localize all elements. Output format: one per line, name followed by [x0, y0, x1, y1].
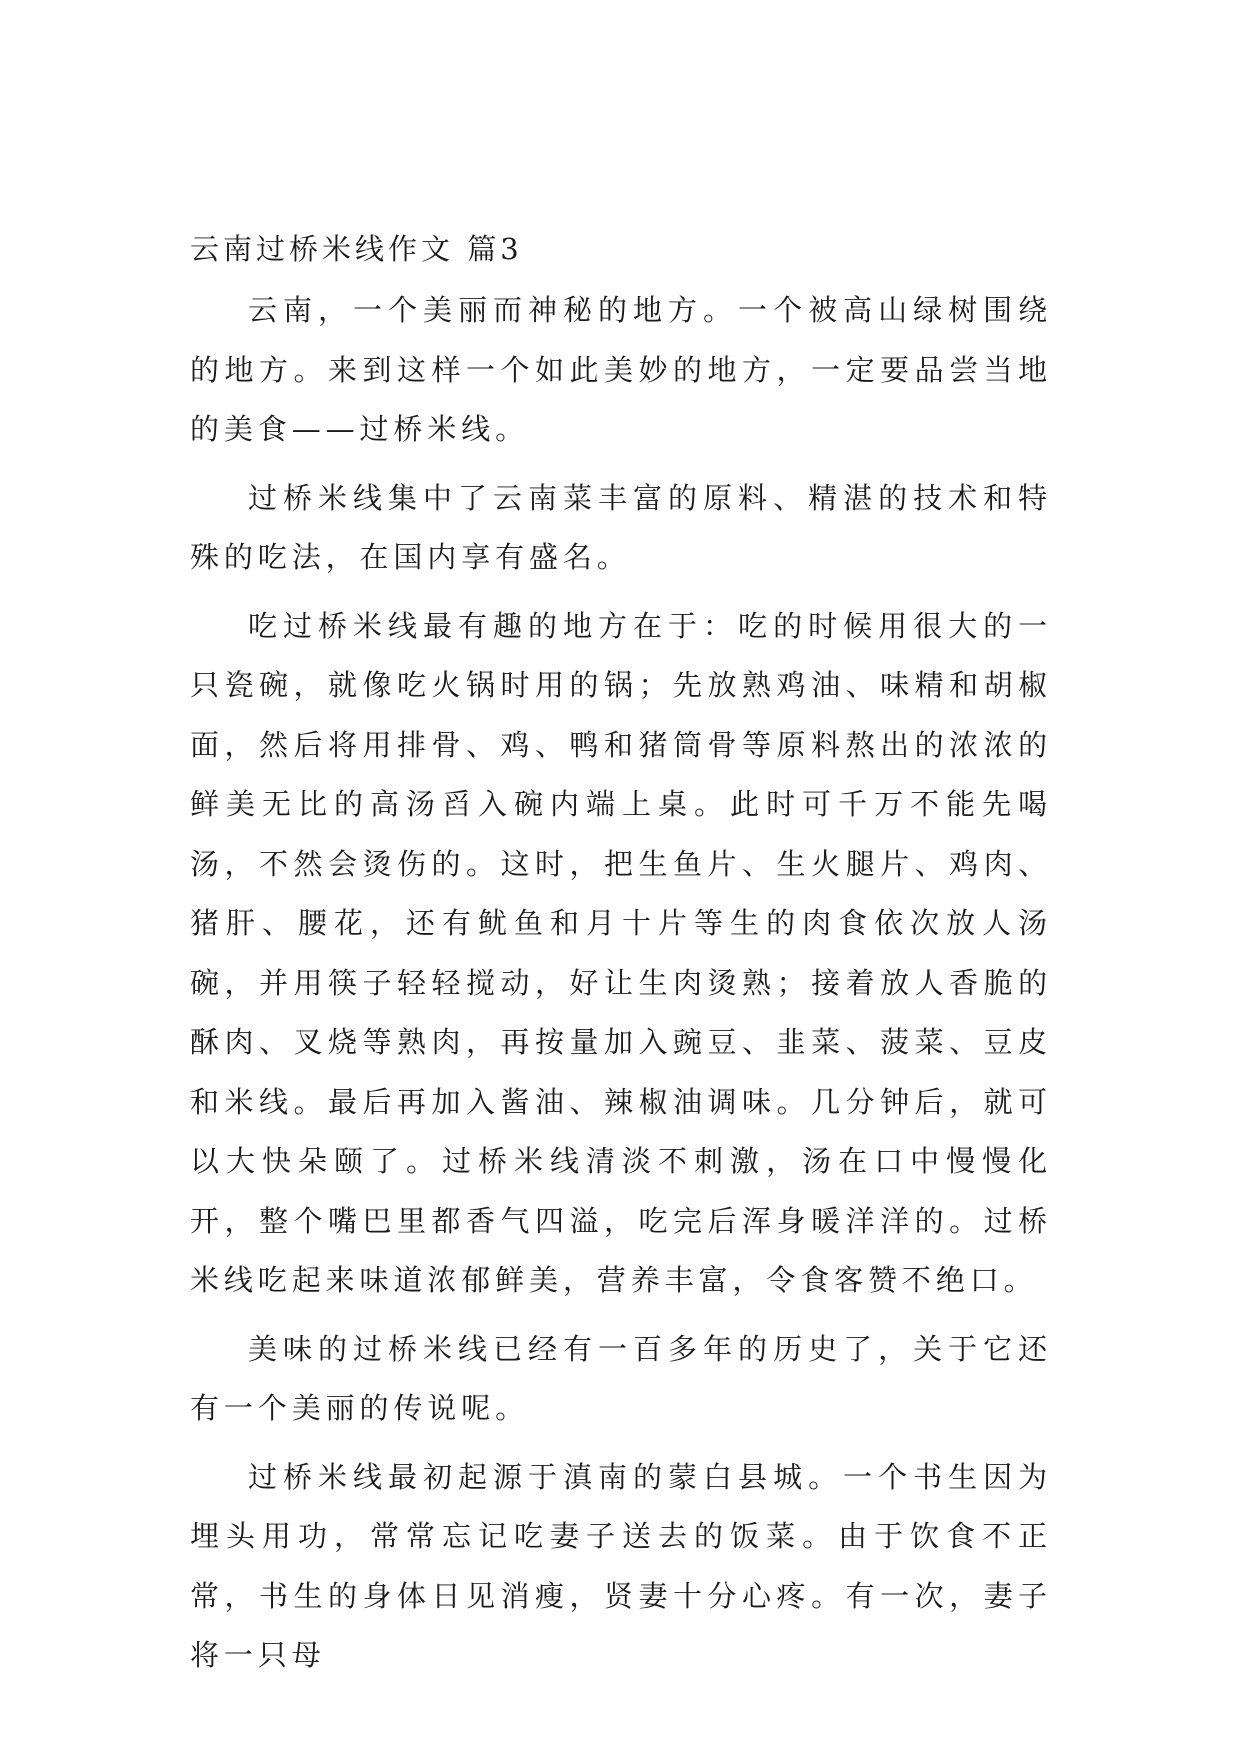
paragraph-fame: 过桥米线集中了云南菜丰富的原料、精湛的技术和特殊的吃法，在国内享有盛名。 — [190, 480, 1052, 574]
paragraph-how-to-eat: 吃过桥米线最有趣的地方在于：吃的时候用很大的一只瓷碗，就像吃火锅时用的锅；先放熟鸡油、味精和胡椒面，然后将用排骨、鸡、鸭和猪筒骨等原料熬出的浓浓的鲜美无比的高汤舀入碗内端上桌。此时可千万不能先喝汤，不然会烫伤的。这时，把生鱼片、生火腿片、鸡肉、猪肝、腰花，还有鱿鱼和月十片等生的肉食依次放人汤碗，并用筷子轻轻搅动，好让生肉烫熟；接着放人香脆的酥肉、叉烧等熟肉，再按量加入豌豆、韭菜、菠菜、豆皮和米线。最后再加入酱油、辣椒油调味。几分钟后，就可以大快朵颐了。过桥米线清淡不刺激，汤在口中慢慢化开，整个嘴巴里都香气四溢，吃完后浑身暖洋洋的。过桥米线吃起来味道浓郁鲜美，营养丰富，令食客赞不绝口。 — [190, 608, 1052, 1297]
paragraph-intro: 云南，一个美丽而神秘的地方。一个被高山绿树围绕的地方。来到这样一个如此美妙的地方，一定要品尝当地的美食——过桥米线。 — [190, 293, 1052, 446]
document-page — [190, 228, 1052, 1686]
document-title: 云南过桥米线作文 篇3 — [190, 232, 523, 266]
paragraph-history: 美味的过桥米线已经有一百多年的历史了，关于它还有一个美丽的传说呢。 — [190, 1331, 1052, 1425]
paragraph-legend: 过桥米线最初起源于滇南的蒙白县城。一个书生因为埋头用功，常常忘记吃妻子送去的饭菜。由于饮食不正常，书生的身体日见消瘦，贤妻十分心疼。有一次，妻子将一只母 — [190, 1459, 1052, 1672]
